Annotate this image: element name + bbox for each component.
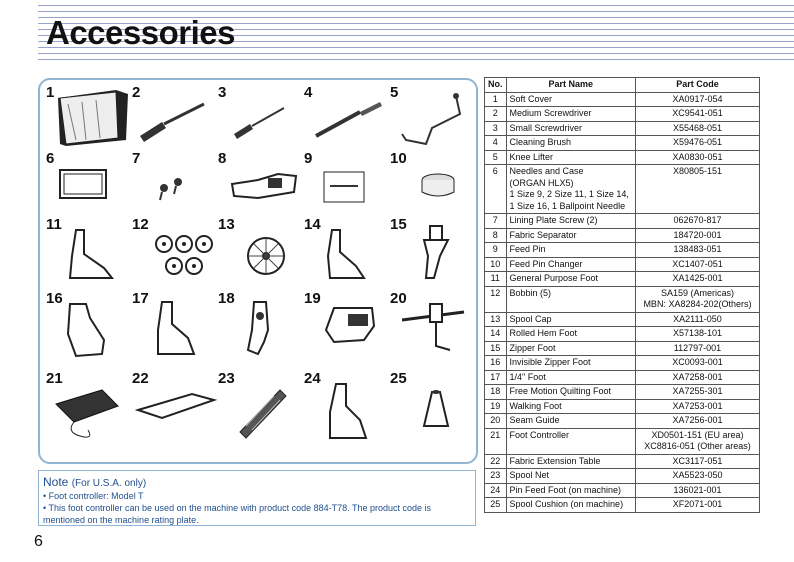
accessories-illustration-panel <box>38 78 478 464</box>
cell-no: 3 <box>485 121 507 136</box>
cell-no: 23 <box>485 469 507 484</box>
header-no: No. <box>485 78 507 93</box>
item-number: 8 <box>218 150 227 167</box>
cell-name: Invisible Zipper Foot <box>506 356 635 371</box>
cell-code: 138483-051 <box>635 243 759 258</box>
cell-code: X55468-051 <box>635 121 759 136</box>
accessory-cell <box>218 290 304 364</box>
accessory-cell <box>218 84 304 158</box>
cell-code: XF2071-001 <box>635 498 759 513</box>
cell-name: Cleaning Brush <box>506 136 635 151</box>
cell-code: XA0917-054 <box>635 92 759 107</box>
item-number: 9 <box>304 150 313 167</box>
accessory-cell <box>218 150 304 224</box>
cell-name: Fabric Separator <box>506 228 635 243</box>
table-row <box>485 136 760 151</box>
cell-code: XA2111-050 <box>635 312 759 327</box>
cell-no: 12 <box>485 286 507 312</box>
cell-code-line: SA159 (Americas) <box>660 287 734 298</box>
accessory-cell <box>132 290 218 364</box>
cell-no: 24 <box>485 483 507 498</box>
cell-name: Fabric Extension Table <box>506 454 635 469</box>
table-row <box>485 286 760 312</box>
cell-name: Soft Cover <box>506 92 635 107</box>
feed-pin-icon <box>304 150 390 224</box>
accessory-cell <box>132 370 218 444</box>
cell-code: 062670-817 <box>635 214 759 229</box>
bobbins-icon <box>132 216 218 290</box>
cell-no: 8 <box>485 228 507 243</box>
item-number: 19 <box>304 290 321 307</box>
zipper-foot-icon <box>390 216 476 290</box>
cell-name: General Purpose Foot <box>506 272 635 287</box>
note-title <box>43 475 146 489</box>
accessory-cell <box>46 216 132 290</box>
cell-no: 14 <box>485 327 507 342</box>
accessory-cell <box>304 150 390 224</box>
note-list <box>43 490 473 526</box>
table-row <box>485 341 760 356</box>
cell-name-line: 1 Size 16, 1 Ballpoint Needle <box>509 200 626 211</box>
table-row <box>485 150 760 165</box>
cell-no: 13 <box>485 312 507 327</box>
cell-code-line: XC8816-051 (Other areas) <box>644 441 751 451</box>
pin-feed-foot-icon <box>304 370 390 444</box>
table-row <box>485 214 760 229</box>
table-row <box>485 469 760 484</box>
item-number: 6 <box>46 150 55 167</box>
table-row <box>485 385 760 400</box>
cell-no: 4 <box>485 136 507 151</box>
cell-no: 10 <box>485 257 507 272</box>
cell-code: X80805-151 <box>635 165 759 214</box>
note-item: • This foot controller can be used on the machine with product code 884-T78. The product code is mentioned on the machine rating plate. <box>43 502 473 526</box>
screws-icon <box>132 150 218 224</box>
table-row <box>485 121 760 136</box>
table-row <box>485 399 760 414</box>
cell-name: Rolled Hem Foot <box>506 327 635 342</box>
item-number: 21 <box>46 370 63 387</box>
item-number: 22 <box>132 370 149 387</box>
table-row <box>485 107 760 122</box>
item-number: 25 <box>390 370 407 387</box>
table-row <box>485 312 760 327</box>
cell-no: 5 <box>485 150 507 165</box>
table-row <box>485 165 760 214</box>
accessory-cell <box>46 290 132 364</box>
cell-code: XA0830-051 <box>635 150 759 165</box>
table-row <box>485 257 760 272</box>
cell-name: Zipper Foot <box>506 341 635 356</box>
accessory-cell <box>46 84 132 158</box>
cell-code: 184720-001 <box>635 228 759 243</box>
cell-code: X57138-101 <box>635 327 759 342</box>
cell-code: XA7255-301 <box>635 385 759 400</box>
cell-code: XA5523-050 <box>635 469 759 484</box>
cell-name: Spool Net <box>506 469 635 484</box>
accessory-cell <box>304 370 390 444</box>
parts-table <box>484 77 760 513</box>
item-number: 5 <box>390 84 399 101</box>
accessory-cell <box>304 290 390 364</box>
accessory-cell <box>132 150 218 224</box>
cell-name: Bobbin (5) <box>506 286 635 312</box>
item-number: 1 <box>46 84 55 101</box>
accessory-cell <box>304 216 390 290</box>
accessory-cell <box>218 216 304 290</box>
spool-cushion-icon <box>390 370 476 444</box>
cell-code <box>635 286 759 312</box>
feed-pin-changer-icon <box>390 150 476 224</box>
cell-code: XC9541-051 <box>635 107 759 122</box>
item-number: 3 <box>218 84 227 101</box>
cell-no: 18 <box>485 385 507 400</box>
extension-table-icon <box>132 370 218 444</box>
accessory-cell <box>46 370 132 444</box>
note-item: • Foot controller: Model T <box>43 490 473 502</box>
cell-name: 1/4" Foot <box>506 370 635 385</box>
cell-no: 25 <box>485 498 507 513</box>
cell-name: Foot Controller <box>506 428 635 454</box>
item-number: 18 <box>218 290 235 307</box>
accessory-cell <box>132 216 218 290</box>
cell-name: Seam Guide <box>506 414 635 429</box>
cell-no: 9 <box>485 243 507 258</box>
page-number: 6 <box>34 533 43 550</box>
cell-no: 15 <box>485 341 507 356</box>
cell-code: XC0093-001 <box>635 356 759 371</box>
walking-foot-icon <box>304 290 390 364</box>
note-subtitle: (For U.S.A. only) <box>71 478 147 489</box>
cell-name <box>506 165 635 214</box>
cell-name: Lining Plate Screw (2) <box>506 214 635 229</box>
cell-name: Spool Cap <box>506 312 635 327</box>
cell-name: Knee Lifter <box>506 150 635 165</box>
cell-code-line: XD0501-151 (EU area) <box>651 429 744 440</box>
item-number: 20 <box>390 290 407 307</box>
table-row <box>485 370 760 385</box>
quarter-inch-foot-icon <box>132 290 218 364</box>
cell-code <box>635 428 759 454</box>
needle-case-icon <box>46 150 132 224</box>
accessory-cell <box>46 150 132 224</box>
cell-code: XC3117-051 <box>635 454 759 469</box>
cell-no: 20 <box>485 414 507 429</box>
item-number: 2 <box>132 84 141 101</box>
page-title: Accessories <box>46 14 235 51</box>
header-part-name: Part Name <box>506 78 635 93</box>
item-number: 17 <box>132 290 149 307</box>
cell-name-line: (ORGAN HLX5) <box>509 177 574 188</box>
small-screwdriver-icon <box>218 84 304 158</box>
cell-no: 17 <box>485 370 507 385</box>
quilting-foot-icon <box>218 290 304 364</box>
screwdriver-icon <box>132 84 218 158</box>
cell-name: Medium Screwdriver <box>506 107 635 122</box>
cell-code: X59476-051 <box>635 136 759 151</box>
item-number: 10 <box>390 150 407 167</box>
accessory-cell <box>218 370 304 444</box>
accessory-cell <box>390 216 476 290</box>
cell-no: 19 <box>485 399 507 414</box>
cell-no: 2 <box>485 107 507 122</box>
cleaning-brush-icon <box>304 84 390 158</box>
accessory-cell <box>132 84 218 158</box>
fabric-separator-icon <box>218 150 304 224</box>
foot-controller-icon <box>46 370 132 444</box>
item-number: 13 <box>218 216 235 233</box>
table-row <box>485 414 760 429</box>
cell-name-line: Needles and Case <box>509 166 584 176</box>
table-row <box>485 454 760 469</box>
cell-name: Small Screwdriver <box>506 121 635 136</box>
item-number: 4 <box>304 84 313 101</box>
cell-name: Walking Foot <box>506 399 635 414</box>
note-box <box>38 470 476 526</box>
header-part-code: Part Code <box>635 78 759 93</box>
cell-no: 22 <box>485 454 507 469</box>
table-row <box>485 428 760 454</box>
cell-name: Free Motion Quilting Foot <box>506 385 635 400</box>
cell-name: Feed Pin <box>506 243 635 258</box>
cell-code: XC1407-051 <box>635 257 759 272</box>
cell-name: Pin Feed Foot (on machine) <box>506 483 635 498</box>
table-row <box>485 483 760 498</box>
general-foot-icon <box>46 216 132 290</box>
table-row <box>485 498 760 513</box>
cell-code: 136021-001 <box>635 483 759 498</box>
cell-no: 21 <box>485 428 507 454</box>
accessory-cell <box>304 84 390 158</box>
table-row <box>485 92 760 107</box>
cell-code: 112797-001 <box>635 341 759 356</box>
accessory-cell <box>390 150 476 224</box>
cell-code: XA1425-001 <box>635 272 759 287</box>
item-number: 24 <box>304 370 321 387</box>
table-header-row <box>485 78 760 93</box>
table-row <box>485 327 760 342</box>
rolled-hem-foot-icon <box>304 216 390 290</box>
spool-net-icon <box>218 370 304 444</box>
item-number: 15 <box>390 216 407 233</box>
item-number: 23 <box>218 370 235 387</box>
item-number: 12 <box>132 216 149 233</box>
soft-cover-icon <box>46 84 132 158</box>
knee-lifter-icon <box>390 84 476 158</box>
cell-name: Spool Cushion (on machine) <box>506 498 635 513</box>
cell-code: XA7253-001 <box>635 399 759 414</box>
note-heading: Note <box>43 475 69 489</box>
seam-guide-icon <box>390 290 476 364</box>
invisible-zipper-foot-icon <box>46 290 132 364</box>
cell-code: XA7256-001 <box>635 414 759 429</box>
cell-no: 1 <box>485 92 507 107</box>
accessory-cell <box>390 84 476 158</box>
spool-cap-icon <box>218 216 304 290</box>
table-row <box>485 228 760 243</box>
cell-name-line: 1 Size 9, 2 Size 11, 1 Size 14, <box>509 189 629 199</box>
accessory-cell <box>390 370 476 444</box>
table-row <box>485 272 760 287</box>
table-row <box>485 243 760 258</box>
cell-code: XA7258-001 <box>635 370 759 385</box>
cell-code-line: MBN: XA8284-202(Others) <box>643 299 752 309</box>
item-number: 7 <box>132 150 141 167</box>
cell-no: 7 <box>485 214 507 229</box>
cell-name: Feed Pin Changer <box>506 257 635 272</box>
cell-no: 16 <box>485 356 507 371</box>
item-number: 11 <box>46 216 62 233</box>
table-row <box>485 356 760 371</box>
cell-no: 6 <box>485 165 507 214</box>
item-number: 14 <box>304 216 321 233</box>
cell-no: 11 <box>485 272 507 287</box>
item-number: 16 <box>46 290 63 307</box>
accessory-cell <box>390 290 476 364</box>
